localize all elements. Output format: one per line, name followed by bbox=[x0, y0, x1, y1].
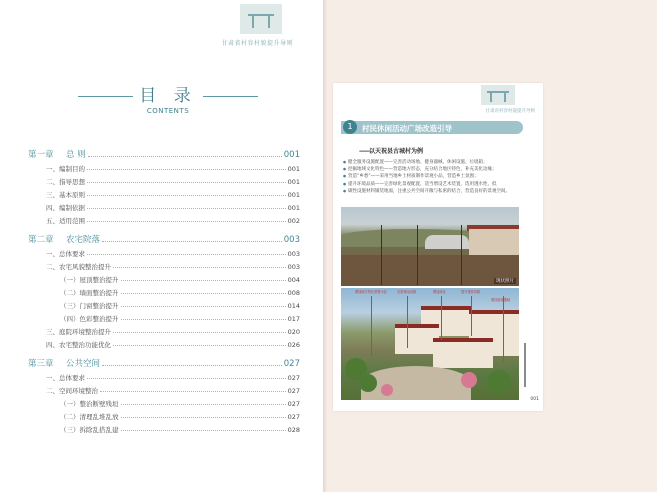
toc-entry[interactable] bbox=[28, 323, 300, 336]
toc-list bbox=[28, 140, 300, 434]
dot-leader bbox=[87, 378, 286, 379]
pavilion-logo-icon bbox=[240, 4, 282, 34]
dot-leader bbox=[113, 345, 286, 346]
dot-leader bbox=[121, 306, 286, 307]
dot-leader bbox=[102, 241, 282, 242]
chapter-number: 第一章 bbox=[28, 150, 54, 160]
dot-leader bbox=[100, 391, 286, 392]
side-bar-decoration bbox=[524, 343, 526, 387]
dot-leader bbox=[121, 404, 286, 405]
annotation-label: 增设健身器械 bbox=[491, 298, 511, 302]
toc-entry[interactable] bbox=[28, 284, 300, 297]
toc-title: 目 录 bbox=[139, 86, 197, 106]
toc-entry[interactable] bbox=[28, 421, 300, 434]
toc-entry-label: （二）墙面整治提升 bbox=[60, 289, 119, 297]
dot-leader bbox=[121, 319, 286, 320]
dot-leader bbox=[102, 365, 282, 366]
toc-page-number: 027 bbox=[287, 413, 300, 421]
case-title: ——以天祝县古城村为例 bbox=[359, 148, 424, 155]
dot-leader bbox=[121, 430, 286, 431]
toc-page-number: 003 bbox=[287, 250, 300, 258]
section-title: 村民休闲活动广场改造引导 bbox=[362, 124, 452, 133]
toc-page-number: 001 bbox=[287, 165, 300, 173]
site-photo-before bbox=[341, 207, 519, 286]
running-header: 甘肃省村容村貌提升导则 bbox=[485, 109, 535, 114]
annotation-label: 增加地方特色景观小品 bbox=[355, 290, 387, 294]
toc-page-number: 001 bbox=[287, 191, 300, 199]
toc-entry-label: 一、编制目的 bbox=[46, 165, 85, 173]
toc-entry[interactable] bbox=[28, 199, 300, 212]
page-number: 001 bbox=[530, 397, 539, 402]
toc-page-number: 003 bbox=[287, 263, 300, 271]
toc-page-number: 004 bbox=[287, 276, 300, 284]
title-rule-right bbox=[203, 96, 258, 97]
toc-entry-label: （二）清理乱堆乱放 bbox=[60, 413, 119, 421]
dot-leader bbox=[87, 254, 286, 255]
toc-entry[interactable] bbox=[28, 408, 300, 421]
annotation-label: 增加绿化 bbox=[433, 290, 446, 294]
toc-page-number: 001 bbox=[287, 204, 300, 212]
annotation-label: 完善休闲设施 bbox=[397, 290, 417, 294]
toc-chapter-entry[interactable] bbox=[28, 353, 300, 369]
toc-entry-label: 一、总体要求 bbox=[46, 374, 85, 382]
toc-page-number: 020 bbox=[287, 328, 300, 336]
bullet-item: ● 提升环境品质——完善绿化景观配置，适当增设艺术装置，选用透水性、低 bbox=[343, 181, 533, 188]
running-header: 甘肃省村容村貌提升导则 bbox=[221, 40, 293, 47]
toc-page-number: 001 bbox=[283, 150, 300, 160]
toc-entry[interactable] bbox=[28, 297, 300, 310]
chapter-number: 第二章 bbox=[28, 235, 54, 245]
section-number-badge: 1 bbox=[343, 120, 357, 134]
toc-entry[interactable] bbox=[28, 258, 300, 271]
toc-entry-label: （三）拆除乱搭乱建 bbox=[60, 426, 119, 434]
bullet-item: ● 健全服务设施配置——完善活动场地、健身器械、休闲设施、垃圾箱； bbox=[343, 159, 533, 166]
toc-page-number: 027 bbox=[287, 400, 300, 408]
bullet-list bbox=[343, 159, 533, 195]
dot-leader bbox=[121, 280, 286, 281]
dot-leader bbox=[113, 332, 286, 333]
toc-page-number: 026 bbox=[287, 341, 300, 349]
toc-entry[interactable] bbox=[28, 395, 300, 408]
toc-entry-label: （一）屋顶整治提升 bbox=[60, 276, 119, 284]
toc-page-number: 027 bbox=[287, 387, 300, 395]
toc-entry-label: 二、空间环境整治 bbox=[46, 387, 98, 395]
toc-entry-label: （三）门窗整治提升 bbox=[60, 302, 119, 310]
toc-entry[interactable] bbox=[28, 271, 300, 284]
dot-leader bbox=[87, 221, 286, 222]
toc-entry[interactable] bbox=[28, 310, 300, 323]
pavilion-logo-icon bbox=[481, 85, 515, 105]
dot-leader bbox=[88, 156, 282, 157]
chapter-number: 第三章 bbox=[28, 359, 54, 369]
toc-entry[interactable] bbox=[28, 160, 300, 173]
dot-leader bbox=[87, 195, 286, 196]
toc-entry[interactable] bbox=[28, 245, 300, 258]
toc-entry-label: 二、指导思想 bbox=[46, 178, 85, 186]
toc-chapter-entry[interactable] bbox=[28, 144, 300, 160]
toc-page-number: 008 bbox=[287, 289, 300, 297]
toc-entry-label: 四、农宅整治功能优化 bbox=[46, 341, 111, 349]
toc-entry[interactable] bbox=[28, 186, 300, 199]
toc-entry-label: （一）整治断壁残垣 bbox=[60, 400, 119, 408]
toc-entry[interactable] bbox=[28, 369, 300, 382]
toc-page-number: 014 bbox=[287, 302, 300, 310]
toc-chapter-entry[interactable] bbox=[28, 229, 300, 245]
dot-leader bbox=[87, 169, 286, 170]
toc-entry-label: 四、编制依据 bbox=[46, 204, 85, 212]
bullet-item: ● 碳性设施材料铺装地面，注重公共空间开敞与私密的结合，营造良好的景观空间。 bbox=[343, 188, 533, 195]
toc-page-number: 002 bbox=[287, 217, 300, 225]
dot-leader bbox=[87, 182, 286, 183]
bullet-item: ● 挖掘地域文化特色——营造地方形态，充分结合地区特色，补充美化边缘； bbox=[343, 166, 533, 173]
chapter-label: 公共空间 bbox=[66, 359, 101, 369]
dot-leader bbox=[121, 417, 286, 418]
toc-subtitle: CONTENTS bbox=[146, 107, 190, 115]
toc-page-number: 001 bbox=[287, 178, 300, 186]
toc-entry-label: 三、庭院环境整治提升 bbox=[46, 328, 111, 336]
toc-entry-label: 一、总体要求 bbox=[46, 250, 85, 258]
toc-heading bbox=[78, 86, 258, 115]
dot-leader bbox=[121, 293, 286, 294]
content-page bbox=[333, 83, 543, 411]
book-spine bbox=[323, 0, 327, 492]
toc-page-number: 003 bbox=[283, 235, 300, 245]
toc-page-number: 027 bbox=[283, 359, 300, 369]
dot-leader bbox=[87, 208, 286, 209]
toc-page bbox=[0, 0, 323, 492]
toc-entry[interactable] bbox=[28, 173, 300, 186]
title-rule-left bbox=[78, 96, 133, 97]
toc-entry-label: 五、适用范围 bbox=[46, 217, 85, 225]
photo-caption: 现状照片 bbox=[496, 279, 514, 284]
annotation-label: 提升建筑风貌 bbox=[461, 290, 481, 294]
toc-page-number: 017 bbox=[287, 315, 300, 323]
toc-page-number: 028 bbox=[287, 426, 300, 434]
chapter-label: 农宅院落 bbox=[66, 235, 101, 245]
toc-entry[interactable] bbox=[28, 212, 300, 225]
toc-entry-label: 二、农宅风貌整治提升 bbox=[46, 263, 111, 271]
site-rendering-after bbox=[341, 288, 519, 400]
toc-entry-label: 三、基本原则 bbox=[46, 191, 85, 199]
toc-entry[interactable] bbox=[28, 336, 300, 349]
bullet-item: ● 营造“乡愁”——采用当地乡土材质制作景观小品，营造乡土氛围； bbox=[343, 173, 533, 180]
toc-entry[interactable] bbox=[28, 382, 300, 395]
chapter-label: 总 则 bbox=[66, 150, 86, 160]
toc-page-number: 027 bbox=[287, 374, 300, 382]
dot-leader bbox=[113, 267, 286, 268]
toc-entry-label: （四）色彩整治提升 bbox=[60, 315, 119, 323]
